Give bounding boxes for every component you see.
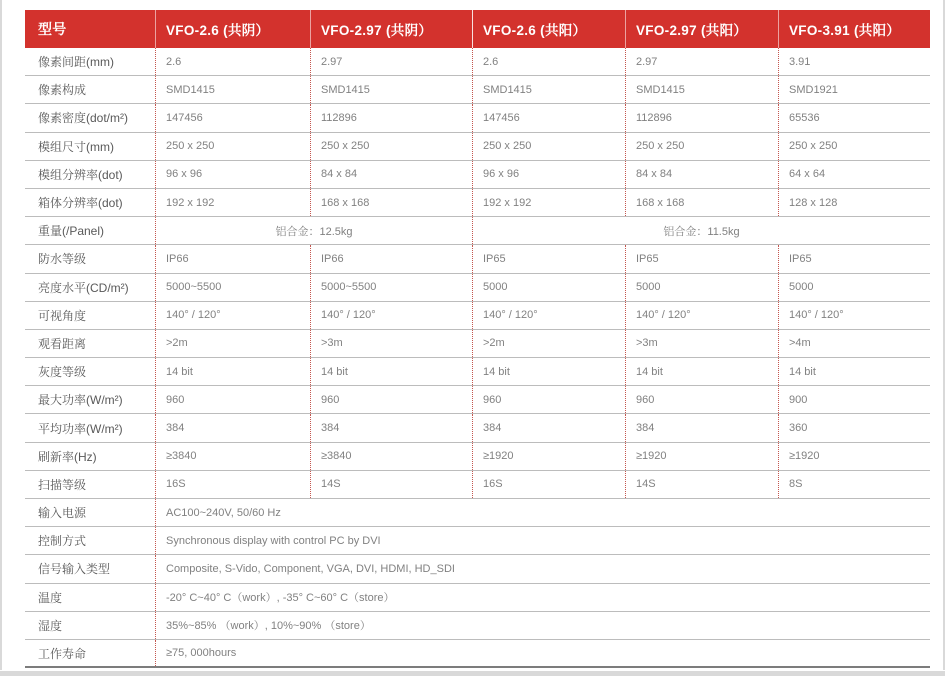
spec-cell: ≥75, 000hours xyxy=(155,640,930,666)
row-label: 最大功率(W/m²) xyxy=(38,393,123,408)
table-row xyxy=(25,555,930,583)
table-row xyxy=(25,76,930,104)
spec-cell: AC100~240V, 50/60 Hz xyxy=(155,499,930,526)
row-label: 重量(/Panel) xyxy=(38,224,105,239)
table-row xyxy=(25,358,930,386)
spec-cell: 96 x 96 xyxy=(472,161,625,188)
header-cell-model: 型号 xyxy=(38,21,67,37)
spec-cell: ≥3840 xyxy=(310,443,472,470)
table-row xyxy=(25,133,930,161)
spec-cell: 5000~5500 xyxy=(310,274,472,301)
spec-cell: 384 xyxy=(155,414,310,441)
spec-cell: 140° / 120° xyxy=(155,302,310,329)
spec-cell: 96 x 96 xyxy=(155,161,310,188)
header-cell-vfo-2.97-common-anode: VFO-2.97 (共阳） xyxy=(625,10,778,48)
spec-cell: 384 xyxy=(310,414,472,441)
spec-cell: 16S xyxy=(155,471,310,498)
spec-cell: 14S xyxy=(625,471,778,498)
spec-cell: Composite, S-Vido, Component, VGA, DVI, HDMI, HD_SDI xyxy=(155,555,930,582)
spec-cell: 192 x 192 xyxy=(155,189,310,216)
table-row xyxy=(25,414,930,442)
spec-cell: 84 x 84 xyxy=(310,161,472,188)
spec-cell: ≥1920 xyxy=(778,443,930,470)
spec-cell: 384 xyxy=(625,414,778,441)
header-cell-vfo-2.6-common-cathode: VFO-2.6 (共阴） xyxy=(155,10,310,48)
page-left-edge xyxy=(0,0,2,670)
product-spec-table xyxy=(25,10,930,668)
spec-cell: 2.6 xyxy=(472,48,625,75)
table-row xyxy=(25,104,930,132)
spec-cell: 960 xyxy=(310,386,472,413)
spec-cell: SMD1415 xyxy=(155,76,310,103)
spec-cell: 2.97 xyxy=(625,48,778,75)
spec-cell: 147456 xyxy=(155,104,310,131)
table-row xyxy=(25,527,930,555)
table-row xyxy=(25,48,930,76)
spec-cell: SMD1415 xyxy=(625,76,778,103)
spec-cell: >2m xyxy=(472,330,625,357)
spec-cell: -20° C~40° C（work）, -35° C~60° C（store） xyxy=(155,584,930,611)
spec-cell: IP65 xyxy=(778,245,930,272)
row-label: 刷新率(Hz) xyxy=(38,449,97,464)
spec-cell: 140° / 120° xyxy=(778,302,930,329)
spec-cell: 16S xyxy=(472,471,625,498)
table-header-row xyxy=(25,10,930,48)
spec-cell: 112896 xyxy=(310,104,472,131)
spec-cell: 5000 xyxy=(472,274,625,301)
spec-cell: 3.91 xyxy=(778,48,930,75)
table-row xyxy=(25,302,930,330)
row-label: 像素构成 xyxy=(38,83,87,98)
spec-cell: 64 x 64 xyxy=(778,161,930,188)
spec-cell: 140° / 120° xyxy=(310,302,472,329)
spec-cell: 128 x 128 xyxy=(778,189,930,216)
spec-cell: 14 bit xyxy=(155,358,310,385)
table-row xyxy=(25,640,930,668)
spec-cell: 8S xyxy=(778,471,930,498)
row-label: 模组分辨率(dot) xyxy=(38,167,123,182)
table-row xyxy=(25,189,930,217)
row-label: 温度 xyxy=(38,590,63,605)
spec-cell: 84 x 84 xyxy=(625,161,778,188)
spec-cell: 168 x 168 xyxy=(310,189,472,216)
table-row xyxy=(25,245,930,273)
spec-cell: 5000~5500 xyxy=(155,274,310,301)
spec-cell: 960 xyxy=(472,386,625,413)
table-row xyxy=(25,217,930,245)
spec-cell: 140° / 120° xyxy=(625,302,778,329)
row-label: 平均功率(W/m²) xyxy=(38,421,123,436)
spec-cell: ≥1920 xyxy=(625,443,778,470)
spec-cell: >4m xyxy=(778,330,930,357)
spec-cell: 铝合金：12.5kg xyxy=(155,217,472,244)
spec-cell: 14S xyxy=(310,471,472,498)
row-label: 可视角度 xyxy=(38,308,87,323)
table-row xyxy=(25,612,930,640)
spec-cell: 250 x 250 xyxy=(155,133,310,160)
spec-cell: 5000 xyxy=(778,274,930,301)
spec-cell: 14 bit xyxy=(472,358,625,385)
spec-cell: 168 x 168 xyxy=(625,189,778,216)
spec-cell: 14 bit xyxy=(778,358,930,385)
header-cell-vfo-3.91-common-anode: VFO-3.91 (共阳） xyxy=(778,10,930,48)
spec-cell: 960 xyxy=(155,386,310,413)
row-label: 亮度水平(CD/m²) xyxy=(38,280,129,295)
table-row xyxy=(25,274,930,302)
spec-cell: 5000 xyxy=(625,274,778,301)
spec-cell: 250 x 250 xyxy=(778,133,930,160)
spec-cell: 2.6 xyxy=(155,48,310,75)
table-body xyxy=(25,48,930,668)
row-label: 箱体分辨率(dot) xyxy=(38,196,123,211)
spec-cell: 960 xyxy=(625,386,778,413)
row-label: 防水等级 xyxy=(38,252,87,267)
row-label: 像素间距(mm) xyxy=(38,55,114,70)
row-label: 像素密度(dot/m²) xyxy=(38,111,129,126)
spec-cell: 192 x 192 xyxy=(472,189,625,216)
table-row xyxy=(25,386,930,414)
spec-cell: 250 x 250 xyxy=(472,133,625,160)
row-label: 控制方式 xyxy=(38,534,87,549)
spec-cell: SMD1415 xyxy=(310,76,472,103)
spec-cell: ≥3840 xyxy=(155,443,310,470)
row-label: 灰度等级 xyxy=(38,365,87,380)
header-cell-vfo-2.6-common-anode: VFO-2.6 (共阳） xyxy=(472,10,625,48)
spec-cell: 铝合金：11.5kg xyxy=(472,217,930,244)
spec-cell: 14 bit xyxy=(310,358,472,385)
header-cell-vfo-2.97-common-cathode: VFO-2.97 (共阴） xyxy=(310,10,472,48)
table-row xyxy=(25,443,930,471)
spec-cell: 384 xyxy=(472,414,625,441)
spec-cell: 250 x 250 xyxy=(625,133,778,160)
row-label: 扫描等级 xyxy=(38,477,87,492)
spec-cell: 900 xyxy=(778,386,930,413)
row-label: 观看距离 xyxy=(38,336,87,351)
spec-cell: IP65 xyxy=(472,245,625,272)
row-label: 信号输入类型 xyxy=(38,562,111,577)
spec-cell: SMD1921 xyxy=(778,76,930,103)
row-label: 工作寿命 xyxy=(38,646,87,661)
spec-cell: IP66 xyxy=(155,245,310,272)
spec-cell: 250 x 250 xyxy=(310,133,472,160)
row-label: 输入电源 xyxy=(38,506,87,521)
spec-cell: 35%~85% （work）, 10%~90% （store） xyxy=(155,612,930,639)
table-row xyxy=(25,161,930,189)
spec-cell: IP66 xyxy=(310,245,472,272)
page-bottom-edge xyxy=(0,671,945,676)
spec-cell: 360 xyxy=(778,414,930,441)
spec-cell: 65536 xyxy=(778,104,930,131)
spec-cell: 112896 xyxy=(625,104,778,131)
row-label: 模组尺寸(mm) xyxy=(38,139,114,154)
table-row xyxy=(25,584,930,612)
spec-cell: 2.97 xyxy=(310,48,472,75)
spec-cell: 14 bit xyxy=(625,358,778,385)
spec-cell: SMD1415 xyxy=(472,76,625,103)
table-row xyxy=(25,499,930,527)
spec-cell: 147456 xyxy=(472,104,625,131)
spec-cell: >3m xyxy=(310,330,472,357)
spec-cell: >2m xyxy=(155,330,310,357)
table-row xyxy=(25,330,930,358)
row-label: 湿度 xyxy=(38,618,63,633)
spec-cell: IP65 xyxy=(625,245,778,272)
spec-cell: 140° / 120° xyxy=(472,302,625,329)
table-row xyxy=(25,471,930,499)
spec-cell: ≥1920 xyxy=(472,443,625,470)
spec-cell: Synchronous display with control PC by DVI xyxy=(155,527,930,554)
spec-cell: >3m xyxy=(625,330,778,357)
